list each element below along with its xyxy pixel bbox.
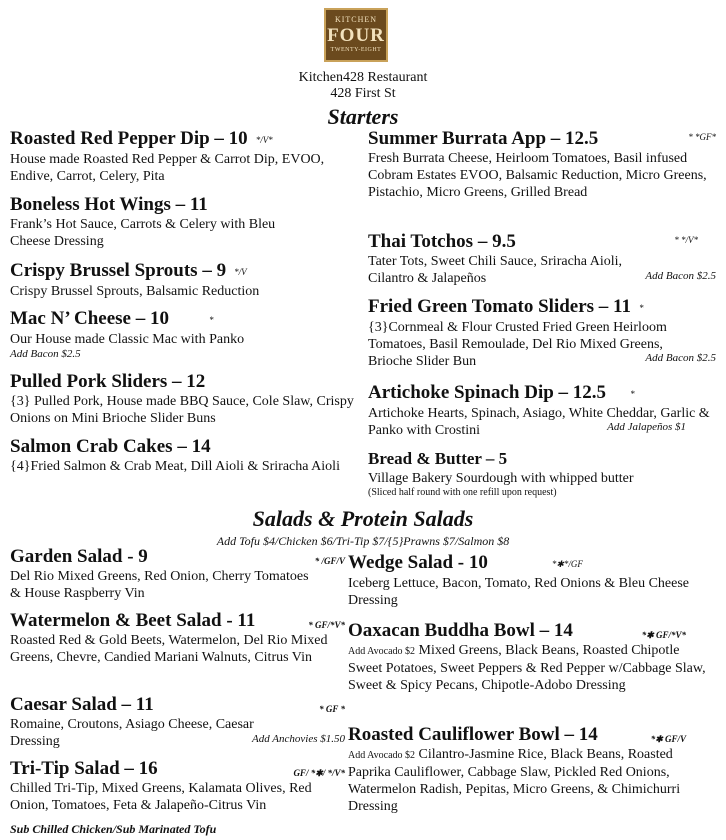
item-name: Bread & Butter – 5 <box>368 449 508 468</box>
menu-item <box>10 436 355 475</box>
menu-item <box>10 194 355 250</box>
diet-tag: *✱*/GF <box>551 558 583 569</box>
item-description: Chilled Tri-Tip, Mixed Greens, Kalamata Olives, Red Onion, Tomatoes, Feta & Jalapeño-Citrus Vin <box>10 781 312 813</box>
item-addon: Add Anchovies $1.50 <box>252 733 345 745</box>
diet-tag: * *GF* <box>688 132 716 142</box>
menu-item <box>348 724 716 815</box>
logo-line-2: FOUR <box>327 25 385 46</box>
item-description: Iceberg Lettuce, Bacon, Tomato, Red Onions & Bleu Cheese Dressing <box>348 575 690 608</box>
diet-tag: * <box>209 314 214 325</box>
menu-item <box>10 694 345 750</box>
item-description: Del Rio Mixed Greens, Red Onion, Cherry Tomatoes & House Raspberry Vin <box>10 569 309 601</box>
diet-tag: * /GF/V <box>314 556 345 566</box>
substitution-note: Sub Chilled Chicken/Sub Marinated Tofu <box>10 822 217 836</box>
item-name: Fried Green Tomato Sliders – 11 <box>368 296 632 317</box>
item-fine-print: (Sliced half round with one refill upon request) <box>368 487 557 498</box>
menu-item <box>10 128 355 185</box>
menu-item <box>10 758 345 814</box>
item-description: Cilantro-Jasmine Rice, Black Beans, Roasted Paprika Cauliflower, Cabbage Slaw, Pickled Red Onions, Watermelon Radish, Pepitas, Micro Greens, & Chimichurri Dressing <box>348 747 681 814</box>
item-description: {3} Pulled Pork, House made BBQ Sauce, Cole Slaw, Crispy Onions on Mini Brioche Slider Buns <box>10 394 354 426</box>
salads-title: Salads & Protein Salads <box>252 506 474 531</box>
diet-tag: * <box>639 302 644 313</box>
logo-line-1: KITCHEN <box>334 15 378 24</box>
item-name: Garden Salad - 9 <box>10 546 148 567</box>
restaurant-name: Kitchen428 Restaurant <box>298 70 428 85</box>
item-name: Summer Burrata App – 12.5 <box>368 128 599 149</box>
item-name: Roasted Cauliflower Bowl – 14 <box>348 724 598 745</box>
item-description: Romaine, Croutons, Asiago Cheese, Caesar Dressing <box>10 717 254 749</box>
menu-item <box>10 308 355 360</box>
menu-item <box>368 296 716 370</box>
item-name: Caesar Salad – 11 <box>10 694 154 715</box>
item-name: Boneless Hot Wings – 11 <box>10 194 208 215</box>
menu-item <box>10 371 355 427</box>
item-description: Fresh Burrata Cheese, Heirloom Tomatoes, Basil infused Cobram Estates EVOO, Balsamic Reduction, Micro Greens, Pistachio, Micro Greens, Grilled Bread <box>368 151 707 200</box>
item-description: Village Bakery Sourdough with whipped butter <box>368 471 634 486</box>
item-addon: Add Jalapeños $1 <box>607 421 686 433</box>
menu-item <box>10 610 345 666</box>
salad-protein-addons: Add Tofu $4/Chicken $6/Tri-Tip $7/{5}Prawns $7/Salmon $8 <box>216 534 510 548</box>
diet-tag: * */V* <box>674 235 698 245</box>
diet-tag: */V* <box>255 134 273 145</box>
item-name: Thai Totchos – 9.5 <box>368 231 516 252</box>
restaurant-address: 428 First St <box>330 86 396 101</box>
item-description: Roasted Red & Gold Beets, Watermelon, Del Rio Mixed Greens, Chevre, Candied Mariani Walnuts, Citrus Vin <box>10 633 328 665</box>
item-description: {3}Cornmeal & Flour Crusted Fried Green Heirloom Tomatoes, Basil Remoulade, Del Rio Mixed Greens, Brioche Slider Bun <box>368 319 667 369</box>
item-name: Oaxacan Buddha Bowl – 14 <box>348 620 573 641</box>
item-description: {4}Fried Salmon & Crab Meat, Dill Aioli & Sriracha Aioli <box>10 459 340 474</box>
menu-item <box>368 231 716 287</box>
diet-tag: *✱ GF/V <box>650 734 686 744</box>
item-addon: Add Bacon $2.5 <box>645 270 716 282</box>
item-name: Mac N’ Cheese – 10 <box>10 308 169 329</box>
item-description: Frank’s Hot Sauce, Carrots & Celery with Bleu Cheese Dressing <box>10 217 276 249</box>
avocado-addon: Add Avocado $2 <box>348 646 416 657</box>
diet-tag: */V <box>234 266 247 277</box>
item-name: Pulled Pork Sliders – 12 <box>10 371 206 392</box>
item-description: Artichoke Hearts, Spinach, Asiago, White Cheddar, Garlic & Panko with Crostini <box>368 405 710 438</box>
diet-tag: *✱ GF/*V* <box>641 630 686 640</box>
diet-tag: * GF/*V* <box>308 620 345 630</box>
item-name: Artichoke Spinach Dip – 12.5 <box>368 382 607 403</box>
menu-item <box>348 552 716 609</box>
starters-title: Starters <box>327 104 399 129</box>
item-description: Tater Tots, Sweet Chili Sauce, Sriracha Aioli, Cilantro & Jalapeños <box>368 254 623 286</box>
item-description: Mixed Greens, Black Beans, Roasted Chipotle Sweet Potatoes, Sweet Peppers & Red Pepper w/Cabbage Slaw, Sweet & Spicy Pecans, Chipotle-Adobo Dressing <box>348 643 706 693</box>
item-addon: Add Bacon $2.5 <box>645 352 716 364</box>
menu-item <box>10 546 345 602</box>
item-name: Salmon Crab Cakes – 14 <box>10 436 211 457</box>
diet-tag: * <box>630 388 635 399</box>
diet-tag: GF/ *✱/ */V* <box>293 768 345 778</box>
item-description: Our House made Classic Mac with Panko <box>10 331 245 347</box>
item-name: Crispy Brussel Sprouts – 9 <box>10 260 227 281</box>
menu-item <box>10 260 355 300</box>
item-name: Wedge Salad - 10 <box>348 552 488 573</box>
menu-item <box>368 128 716 201</box>
item-description: Crispy Brussel Sprouts, Balsamic Reduction <box>10 283 260 299</box>
item-name: Tri-Tip Salad – 16 <box>10 758 158 779</box>
item-name: Watermelon & Beet Salad - 11 <box>10 610 256 631</box>
avocado-addon: Add Avocado $2 <box>348 750 416 761</box>
item-description: House made Roasted Red Pepper & Carrot Dip, EVOO, Endive, Carrot, Celery, Pita <box>10 151 325 184</box>
item-name: Roasted Red Pepper Dip – 10 <box>10 128 248 149</box>
item-addon: Add Bacon $2.5 <box>10 347 81 360</box>
restaurant-logo <box>324 8 388 62</box>
menu-item <box>368 448 716 498</box>
menu-item <box>348 620 716 694</box>
diet-tag: * GF * <box>319 704 345 714</box>
menu-item <box>368 382 716 439</box>
logo-line-3: TWENTY-EIGHT <box>330 47 382 53</box>
